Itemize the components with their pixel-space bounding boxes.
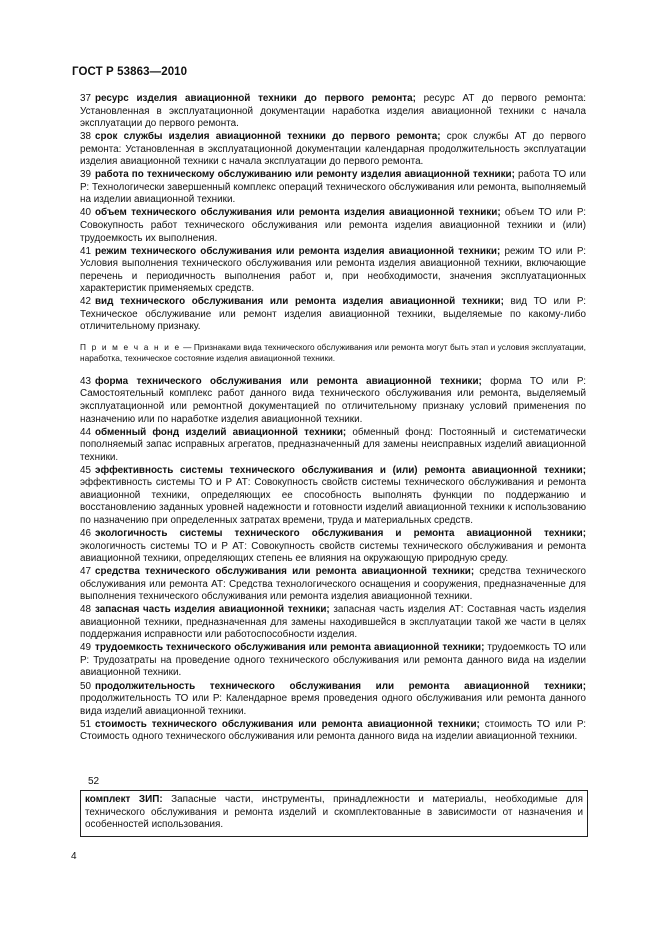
- term-entry-41: [80, 246, 586, 296]
- term-name: вид технического обслуживания или ремонта изделия авиационной техники;: [94, 296, 504, 308]
- term-definition: средства технического обслуживания или ремонта АТ: Средства технологического оснащения и сооружения, предназначенные для выполнения технического обслуживания или ремонта изделия авиационной техники.: [80, 566, 586, 603]
- term-definition: продолжительность ТО или Р: Календарное время проведения одного обслуживания или ремонта данного вида изделий авиационной техники.: [80, 693, 586, 717]
- term-number: 42: [80, 296, 91, 308]
- note: [80, 342, 586, 364]
- term-number: 47: [80, 566, 91, 578]
- term-definition: форма ТО или Р: Самостоятельный комплекс работ данного вида технического обслуживания или ремонта, выделяемый эксплуатационной или ремонтной документацией по отличительному признаку условий применения по назначению или по наработке изделия авиационной техники.: [80, 375, 586, 425]
- term-number: 48: [80, 604, 91, 616]
- term-name: эффективность системы технического обслуживания и (или) ремонта авиационной техники;: [94, 464, 586, 476]
- term-number: 37: [80, 93, 91, 104]
- term-number: 45: [80, 464, 91, 476]
- term-number: 41: [80, 245, 91, 257]
- term-definition: ресурс АТ до первого ремонта: Установленная в эксплуатационной документации наработка изделия авиационной техники с начала эксплуатации до первого ремонта.: [80, 93, 587, 130]
- term-number: 39: [80, 169, 91, 181]
- term-name: объем технического обслуживания или ремонта изделия авиационной техники;: [94, 207, 501, 219]
- page-number: 4: [71, 851, 77, 862]
- term-entry-37: [80, 93, 586, 131]
- term-name: режим технического обслуживания или ремонта изделия авиационной техники;: [94, 245, 501, 257]
- term-definition: объем ТО или Р: Совокупность работ технического обслуживания или ремонта изделия авиационной техники и (или) трудоемкость их выполнения.: [80, 207, 586, 244]
- term-number: 51: [80, 718, 91, 730]
- term-name: трудоемкость технического обслуживания или ремонта авиационной техники;: [94, 642, 485, 654]
- term-definition: вид ТО или Р: Техническое обслуживание или ремонт изделия авиационной техники, выделяемые по какому-либо отличительному признаку.: [80, 296, 586, 333]
- term-entry-48: [80, 604, 586, 642]
- term-entry-42: [80, 296, 586, 334]
- term-entry-46: [80, 528, 586, 566]
- term-definition: стоимость ТО или Р: Стоимость одного технического обслуживания или ремонта данного вида на изделии авиационной техники.: [80, 718, 586, 743]
- term-definition: режим ТО или Р: Условия выполнения технического обслуживания или ремонта изделия авиационной техники, включающие перечень и периодичность выполнения работ и, при необходимости, значения эксплуатационных характеристик применяемых средств.: [80, 245, 586, 295]
- term-name: стоимость технического обслуживания или ремонта авиационной техники;: [94, 718, 480, 730]
- term-name: средства технического обслуживания или ремонта авиационной техники;: [94, 566, 475, 578]
- standard-header: ГОСТ Р 53863—2010: [72, 66, 188, 78]
- term-definition: экологичность системы ТО и Р АТ: Совокупность свойств системы технического обслуживания и ремонта авиационной техники, определяющих степень ее влияния на окружающую природную среду.: [80, 540, 586, 565]
- term-entry-38: [80, 131, 586, 169]
- note-label: П р и м е ч а н и е: [80, 341, 181, 352]
- term-definition: обменный фонд: Постоянный и систематически пополняемый запас исправных агрегатов, предназначенный для замены неисправных изделий авиационной техники.: [80, 426, 587, 463]
- term-name: срок службы изделия авиационной техники до первого ремонта;: [94, 131, 441, 143]
- term-entry-49: [80, 642, 586, 680]
- term-name: ресурс изделия авиационной техники до первого ремонта;: [94, 93, 416, 104]
- term-entry-43: [80, 376, 586, 426]
- term-definition: эффективность системы ТО и Р АТ: Совокупность свойств системы технического обслуживания и ремонта авиационной техники, определяющих ее способность выполнять функции по поддержанию и восстановлению заданных уровней надежности и готовности изделий авиационной техники к использованию по назначению при определенных затратах времени, труда и материальных средств.: [80, 477, 586, 526]
- note-text: — Признаками вида технического обслуживания или ремонта могут быть этап и условия эксплуатации, наработка, техническое состояние изделия авиационной техники.: [80, 341, 586, 363]
- term-number: 38: [80, 131, 91, 143]
- term-name: запасная часть изделия авиационной техники;: [94, 604, 330, 616]
- term-definition: срок службы АТ до первого ремонта: Установленная в эксплуатационной документации календарная продолжительность эксплуатации изделия авиационной техники с начала эксплуатации до первого ремонта.: [80, 131, 587, 168]
- term-name: работа по техническому обслуживанию или ремонту изделия авиационной техники;: [94, 169, 515, 181]
- term-entry-51: [80, 719, 586, 744]
- term-name: обменный фонд изделий авиационной техники;: [94, 426, 347, 438]
- term-number: 50: [80, 680, 91, 692]
- term-definition: запасная часть изделия АТ: Составная часть изделия авиационной техники, предназначенная для замены находившейся в эксплуатации такой же части в целях поддержания исправности или работоспособности изделия.: [80, 604, 586, 641]
- term-definition: работа ТО или Р: Технологически завершенный комплекс операций технического обслуживания или ремонта, выполняемый на изделии авиационной техники.: [80, 169, 586, 206]
- term-entry-50: [80, 681, 586, 719]
- term-name: продолжительность технического обслуживания или ремонта авиационной техники;: [94, 680, 586, 692]
- term-entry-40: [80, 207, 586, 245]
- term-number: 43: [80, 375, 91, 387]
- term-definition: Запасные части, инструменты, принадлежности и материалы, необходимые для технического обслуживания и ремонта изделий и скомплектованные в зависимости от назначения и особенностей использования.: [85, 794, 583, 830]
- term-entry-39: [80, 169, 586, 207]
- term-entry-45: [80, 465, 586, 528]
- terms-list: [80, 93, 586, 744]
- term-number: 40: [80, 207, 91, 219]
- term-entry-44: [80, 427, 586, 465]
- term-definition: трудоемкость ТО или Р: Трудозатраты на проведение одного технического обслуживания или ремонта данного вида на изделии авиационной техники.: [80, 642, 586, 679]
- term-number: 44: [80, 426, 91, 438]
- term-name: комплект ЗИП:: [85, 794, 163, 805]
- term-number: 46: [80, 527, 91, 539]
- term-entry-47: [80, 566, 586, 604]
- term-name: форма технического обслуживания или ремонта авиационной техники;: [94, 375, 482, 387]
- boxed-term-number: 52: [88, 776, 100, 787]
- term-name: экологичность системы технического обслуживания и ремонта авиационной техники;: [94, 527, 586, 539]
- term-number: 49: [80, 642, 91, 654]
- boxed-term-entry: [80, 790, 588, 837]
